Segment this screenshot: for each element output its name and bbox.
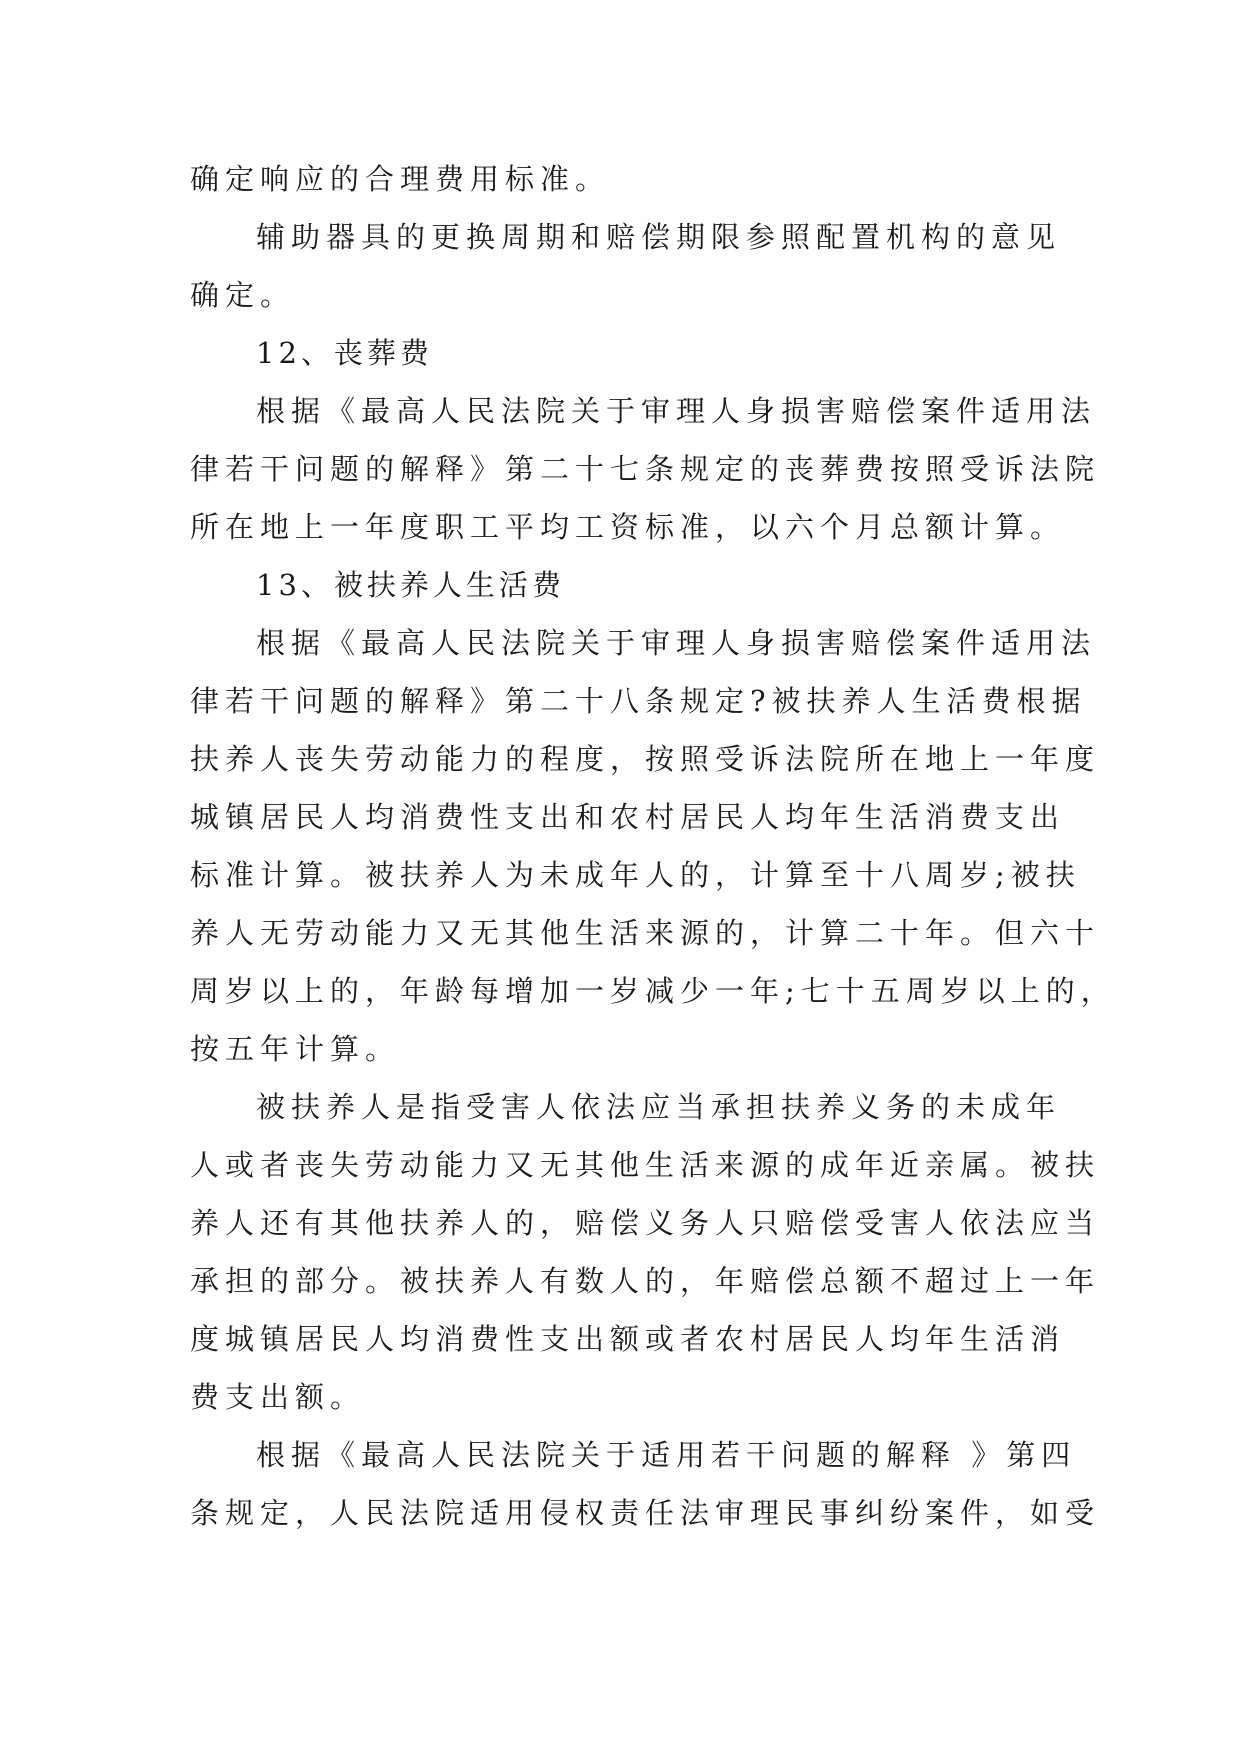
text-line: 人或者丧失劳动能力又无其他生活来源的成年近亲属。被扶 <box>190 1148 1101 1182</box>
text-line: 所在地上一年度职工平均工资标准，以六个月总额计算。 <box>190 510 1066 544</box>
text-line: 确定响应的合理费用标准。 <box>190 162 611 196</box>
text-line: 标准计算。被扶养人为未成年人的，计算至十八周岁;被扶 <box>190 858 1081 892</box>
text-line: 根据《最高人民法院关于审理人身损害赔偿案件适用法 <box>256 626 1097 660</box>
text-line: 城镇居民人均消费性支出和农村居民人均年生活消费支出 <box>190 800 1066 834</box>
text-line: 养人还有其他扶养人的，赔偿义务人只赔偿受害人依法应当 <box>190 1206 1101 1240</box>
text-line: 费支出额。 <box>190 1380 366 1414</box>
text-line: 被扶养人是指受害人依法应当承担扶养义务的未成年 <box>256 1090 1062 1124</box>
document-page <box>190 150 1116 1542</box>
text-line: 确定。 <box>190 278 296 312</box>
text-line: 条规定，人民法院适用侵权责任法审理民事纠纷案件，如受 <box>190 1496 1101 1530</box>
text-line: 按五年计算。 <box>190 1032 401 1066</box>
text-line: 度城镇居民人均消费性支出额或者农村居民人均年生活消 <box>190 1322 1066 1356</box>
section-heading: 13、被扶养人生活费 <box>256 568 565 602</box>
text-line: 周岁以上的，年龄每增加一岁减少一年;七十五周岁以上的， <box>190 974 1116 1008</box>
text-line: 律若干问题的解释》第二十七条规定的丧葬费按照受诉法院 <box>190 452 1101 486</box>
text-line: 根据《最高人民法院关于审理人身损害赔偿案件适用法 <box>256 394 1097 428</box>
section-heading: 12、丧葬费 <box>256 336 433 370</box>
text-line: 养人无劳动能力又无其他生活来源的，计算二十年。但六十 <box>190 916 1101 950</box>
text-line: 根据《最高人民法院关于适用若干问题的解释 》第四 <box>256 1438 1077 1472</box>
text-line: 律若干问题的解释》第二十八条规定?被扶养人生活费根据 <box>190 684 1087 718</box>
text-line: 辅助器具的更换周期和赔偿期限参照配置机构的意见 <box>256 220 1062 254</box>
text-line: 承担的部分。被扶养人有数人的，年赔偿总额不超过上一年 <box>190 1264 1101 1298</box>
text-line: 扶养人丧失劳动能力的程度，按照受诉法院所在地上一年度 <box>190 742 1101 776</box>
